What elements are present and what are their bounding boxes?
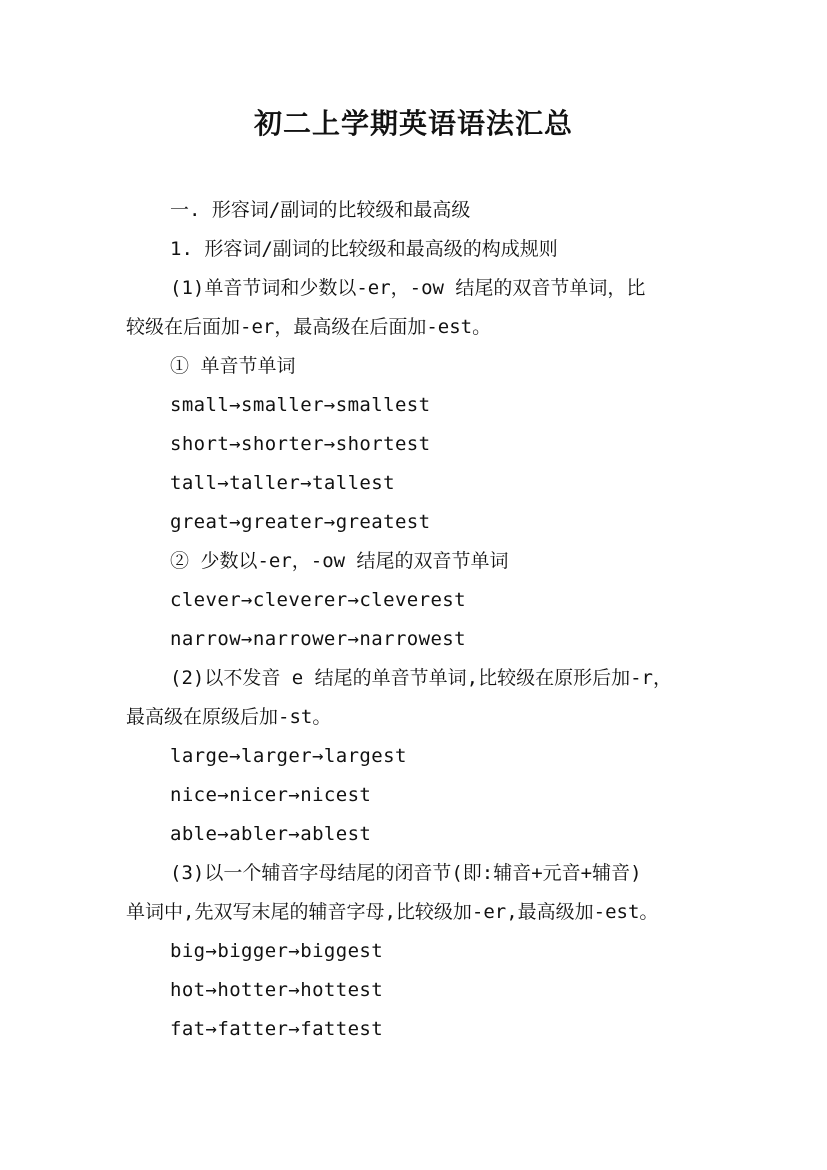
rule1-sub2-label: ② 少数以-er，-ow 结尾的双音节单词 xyxy=(170,550,509,572)
rule3-line2: 单词中,先双写末尾的辅音字母,比较级加-er,最高级加-est。 xyxy=(126,901,659,923)
example-line: small→smaller→smallest xyxy=(170,394,431,416)
rule1-sub1-label: ① 单音节单词 xyxy=(170,355,296,377)
example-line: short→shorter→shortest xyxy=(170,433,431,455)
document-title: 初二上学期英语语法汇总 xyxy=(253,107,573,140)
section-heading: 一. 形容词/副词的比较级和最高级 xyxy=(170,199,471,221)
example-line: big→bigger→biggest xyxy=(170,940,384,962)
example-line: narrow→narrower→narrowest xyxy=(170,628,466,650)
example-line: clever→cleverer→cleverest xyxy=(170,589,466,611)
rule1-line1: (1)单音节词和少数以-er，-ow 结尾的双音节单词，比 xyxy=(170,277,646,299)
rule1-line2: 较级在后面加-er，最高级在后面加-est。 xyxy=(126,316,492,338)
example-line: large→larger→largest xyxy=(170,745,407,767)
example-line: able→abler→ablest xyxy=(170,823,372,845)
subsection-heading: 1. 形容词/副词的比较级和最高级的构成规则 xyxy=(170,238,558,260)
rule2-line1: (2)以不发音 e 结尾的单音节单词,比较级在原形后加-r， xyxy=(170,667,672,689)
rule2-line2: 最高级在原级后加-st。 xyxy=(126,706,332,728)
rule3-line1: (3)以一个辅音字母结尾的闭音节(即:辅音+元音+辅音) xyxy=(170,862,642,884)
example-line: fat→fatter→fattest xyxy=(170,1018,384,1040)
example-line: hot→hotter→hottest xyxy=(170,979,384,1001)
example-line: tall→taller→tallest xyxy=(170,472,395,494)
example-line: great→greater→greatest xyxy=(170,511,431,533)
example-line: nice→nicer→nicest xyxy=(170,784,372,806)
